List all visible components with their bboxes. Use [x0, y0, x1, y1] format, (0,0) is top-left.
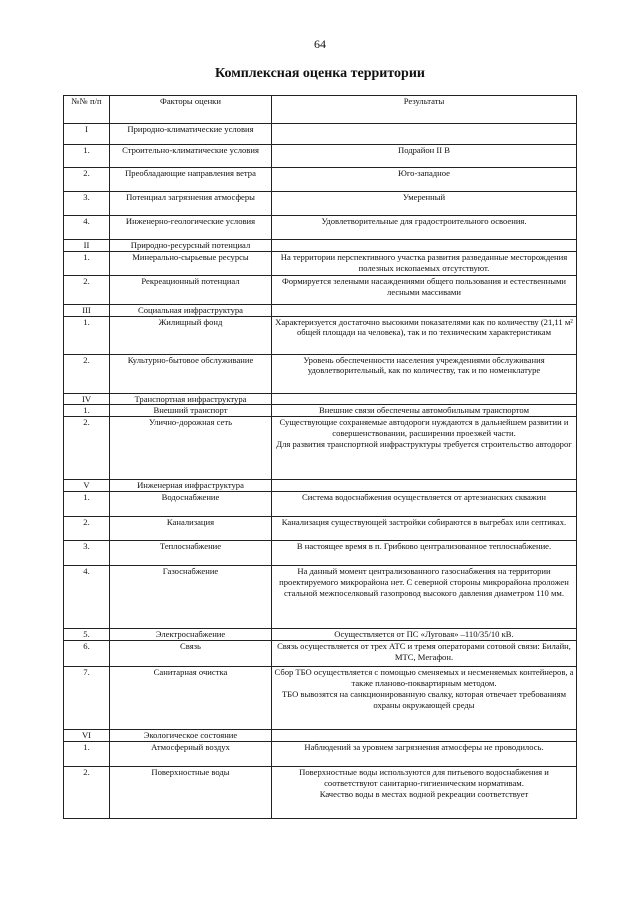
factor-cell: Канализация — [110, 517, 272, 541]
table-row — [64, 251, 577, 275]
factor-cell: Атмосферный воздух — [110, 741, 272, 766]
table-row — [64, 517, 577, 541]
table-row — [64, 492, 577, 517]
result-cell: Сбор ТБО осуществляется с помощью сменяемых и несменяемых контейнеров, а также планово-поквартирным методом. ТБО вывозятся на санкционированную свалку, которая отвечает требованиям охраны окружающей среды — [272, 667, 577, 730]
result-cell: Существующие сохраняемые автодороги нуждаются в дальнейшем развитии и совершенствовании, расширении проезжей части. Для развития транспортной инфраструктуры требуется строительство автодорог — [272, 417, 577, 480]
header-num: №№ п/п — [64, 96, 110, 124]
factor-cell: Санитарная очистка — [110, 667, 272, 730]
table-body — [64, 124, 577, 819]
row-number: 2. — [64, 417, 110, 480]
table-row — [64, 168, 577, 192]
factor-cell: Связь — [110, 641, 272, 667]
row-number: 2. — [64, 766, 110, 818]
factor-cell: Преобладающие направления ветра — [110, 168, 272, 192]
header-factor: Факторы оценки — [110, 96, 272, 124]
result-cell: На данный момент централизованного газоснабжения на территории проектируемого микрорайона нет. С северной стороны микрорайона проложен стальной межпоселковый газопровод высокого давления диаметром 110 мм. — [272, 566, 577, 629]
factor-cell: Культурно-бытовое обслуживание — [110, 354, 272, 393]
result-cell: Умеренный — [272, 192, 577, 216]
section-title: Экологическое состояние — [110, 730, 272, 742]
result-cell — [272, 393, 577, 405]
row-number: 2. — [64, 275, 110, 304]
factor-cell: Газоснабжение — [110, 566, 272, 629]
table-row — [64, 275, 577, 304]
row-number: IV — [64, 393, 110, 405]
table-row — [64, 741, 577, 766]
result-cell: Юго-западное — [272, 168, 577, 192]
row-number: 1. — [64, 741, 110, 766]
section-row — [64, 730, 577, 742]
row-number: 1. — [64, 145, 110, 168]
table-row — [64, 641, 577, 667]
result-cell: Наблюдений за уровнем загрязнения атмосферы не проводилось. — [272, 741, 577, 766]
section-row — [64, 480, 577, 492]
result-cell: Формируется зелеными насаждениями общего пользования и естественными лесными массивами — [272, 275, 577, 304]
factor-cell: Теплоснабжение — [110, 541, 272, 566]
row-number: 3. — [64, 192, 110, 216]
result-cell — [272, 304, 577, 316]
factor-cell: Жилищный фонд — [110, 316, 272, 354]
result-cell: Внешние связи обеспечены автомобильным транспортом — [272, 405, 577, 417]
section-title: Транспортная инфраструктура — [110, 393, 272, 405]
table-row — [64, 667, 577, 730]
result-cell: Канализация существующей застройки собираются в выгребах или септиках. — [272, 517, 577, 541]
table-row — [64, 541, 577, 566]
result-cell: В настоящее время в п. Грибково централизованное теплоснабжение. — [272, 541, 577, 566]
section-title: Инженерная инфраструктура — [110, 480, 272, 492]
table-row — [64, 417, 577, 480]
row-number: 3. — [64, 541, 110, 566]
row-number: 2. — [64, 354, 110, 393]
factor-cell: Поверхностные воды — [110, 766, 272, 818]
row-number: 1. — [64, 492, 110, 517]
section-row — [64, 304, 577, 316]
result-cell: Удовлетворительные для градостроительного освоения. — [272, 216, 577, 240]
row-number: 2. — [64, 517, 110, 541]
table-row — [64, 145, 577, 168]
table-header-row — [64, 96, 577, 124]
page-title: Комплексная оценка территории — [215, 66, 425, 81]
table-row — [64, 354, 577, 393]
row-number: 1. — [64, 405, 110, 417]
result-cell — [272, 124, 577, 145]
row-number: II — [64, 240, 110, 252]
row-number: 6. — [64, 641, 110, 667]
factor-cell: Минерально-сырьевые ресурсы — [110, 251, 272, 275]
section-title: Природно-ресурсный потенциал — [110, 240, 272, 252]
result-cell — [272, 730, 577, 742]
factor-cell: Потенциал загрязнения атмосферы — [110, 192, 272, 216]
table-row — [64, 566, 577, 629]
section-title: Социальная инфраструктура — [110, 304, 272, 316]
result-cell: Поверхностные воды используются для питьевого водоснабжения и соответствуют санитарно-гигиеническим нормативам. Качество воды в местах водной рекреации соответствует — [272, 766, 577, 818]
row-number: 7. — [64, 667, 110, 730]
result-cell: Осуществляется от ПС «Луговая» –110/35/10 кВ. — [272, 629, 577, 641]
row-number: 4. — [64, 216, 110, 240]
row-number: 2. — [64, 168, 110, 192]
table-row — [64, 405, 577, 417]
factor-cell: Улично-дорожная сеть — [110, 417, 272, 480]
assessment-table — [63, 95, 577, 819]
table-row — [64, 629, 577, 641]
row-number: 5. — [64, 629, 110, 641]
row-number: 1. — [64, 316, 110, 354]
factor-cell: Электроснабжение — [110, 629, 272, 641]
result-cell: Уровень обеспеченности населения учреждениями обслуживания удовлетворительный, как по количеству, так и по номенклатуре — [272, 354, 577, 393]
row-number: V — [64, 480, 110, 492]
section-title: Природно-климатические условия — [110, 124, 272, 145]
page-number: 64 — [314, 37, 326, 51]
table-row — [64, 316, 577, 354]
section-row — [64, 393, 577, 405]
table-row — [64, 766, 577, 818]
factor-cell: Рекреационный потенциал — [110, 275, 272, 304]
factor-cell: Строительно-климатические условия — [110, 145, 272, 168]
factor-cell: Водоснабжение — [110, 492, 272, 517]
section-row — [64, 240, 577, 252]
result-cell: Характеризуется достаточно высокими показателями как по количеству (21,11 м² общей площади на человека), так и по техническим характеристикам — [272, 316, 577, 354]
result-cell: Подрайон II В — [272, 145, 577, 168]
result-cell: Система водоснабжения осуществляется от артезианских скважин — [272, 492, 577, 517]
table-row — [64, 192, 577, 216]
table-row — [64, 216, 577, 240]
row-number: 1. — [64, 251, 110, 275]
row-number: I — [64, 124, 110, 145]
factor-cell: Внешний транспорт — [110, 405, 272, 417]
header-result: Результаты — [272, 96, 577, 124]
row-number: VI — [64, 730, 110, 742]
factor-cell: Инженерно-геологические условия — [110, 216, 272, 240]
section-row — [64, 124, 577, 145]
row-number: 4. — [64, 566, 110, 629]
result-cell — [272, 240, 577, 252]
result-cell: На территории перспективного участка развития разведанные месторождения полезных ископаемых отсутствуют. — [272, 251, 577, 275]
result-cell: Связь осуществляется от трех АТС и тремя операторами сотовой связи: Билайн, МТС, Мегафон. — [272, 641, 577, 667]
result-cell — [272, 480, 577, 492]
row-number: III — [64, 304, 110, 316]
